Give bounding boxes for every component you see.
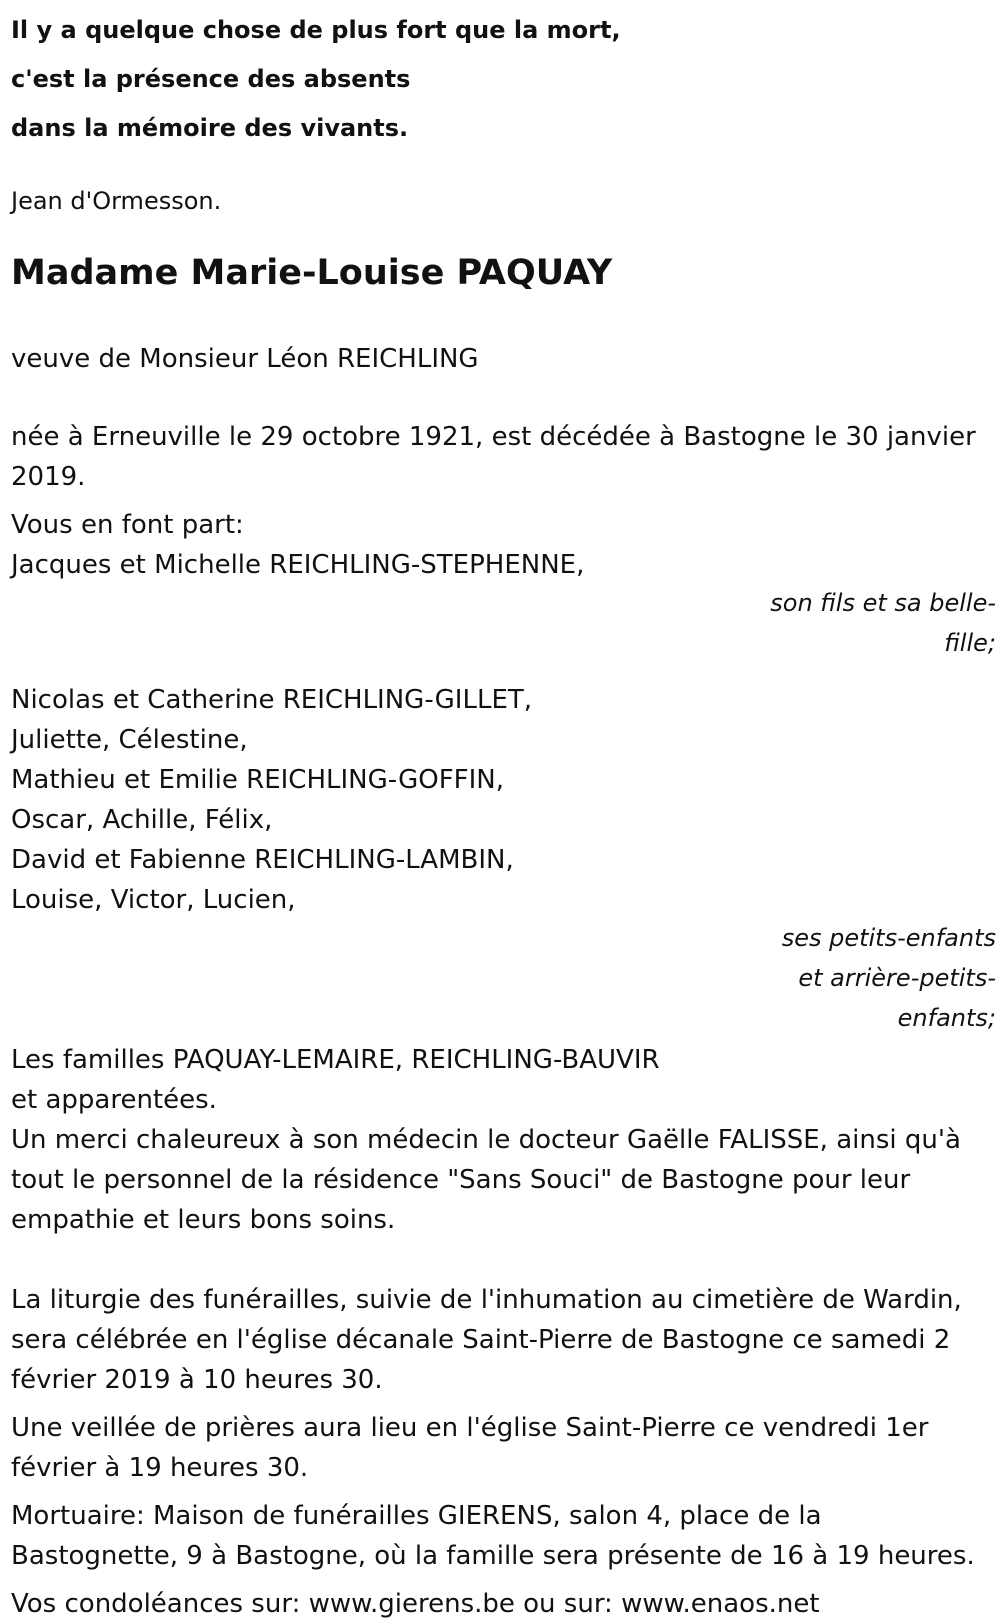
vigil-paragraph (11, 1408, 991, 1488)
mortuary-line: Bastognette, 9 à Bastogne, où la famille sera présente de 16 à 19 heures. (11, 1541, 975, 1571)
thanks-paragraph (11, 1120, 991, 1240)
obituary-page (11, 6, 996, 1624)
quote-line: Il y a quelque chose de plus fort que la mort, (11, 16, 621, 44)
grandchild-line: Louise, Victor, Lucien, (11, 885, 296, 915)
quote-line: c'est la présence des absents (11, 65, 411, 93)
families-block (11, 1040, 991, 1120)
son-relation (11, 583, 996, 663)
announcement-section (11, 505, 996, 1120)
liturgy-paragraph (11, 1280, 991, 1400)
condolences-line: Vos condoléances sur: www.gierens.be ou sur: www.enaos.net (11, 1589, 820, 1619)
grandchildren-list (11, 680, 991, 920)
liturgy-line: février 2019 à 10 heures 30. (11, 1365, 383, 1395)
liturgy-line: sera célébrée en l'église décanale Saint-Pierre de Bastogne ce samedi 2 (11, 1325, 951, 1355)
thanks-line: tout le personnel de la résidence "Sans Souci" de Bastogne pour leur (11, 1165, 911, 1195)
deceased-name: Madame Marie-Louise PAQUAY (11, 253, 613, 293)
grandchild-line: Mathieu et Emilie REICHLING-GOFFIN, (11, 765, 504, 795)
mortuary-line: Mortuaire: Maison de funérailles GIERENS, salon 4, place de la (11, 1501, 822, 1531)
grandchild-line: David et Fabienne REICHLING-LAMBIN, (11, 845, 514, 875)
relation-line: son fils et sa belle- (770, 589, 996, 617)
relation-line: et arrière-petits- (798, 964, 996, 992)
birth-death-info (11, 417, 986, 497)
vigil-line: Une veillée de prières aura lieu en l'église Saint-Pierre ce vendredi 1er (11, 1413, 929, 1443)
vigil-line: février à 19 heures 30. (11, 1453, 309, 1483)
announcement-intro: Vous en font part: (11, 510, 244, 540)
grandchild-line: Juliette, Célestine, (11, 725, 248, 755)
birth-death-line: née à Erneuville le 29 octobre 1921, est décédée à Bastogne le 30 janvier (11, 422, 976, 452)
widow-of-line: veuve de Monsieur Léon REICHLING (11, 344, 479, 374)
families-line: Les familles PAQUAY-LEMAIRE, REICHLING-BAUVIR (11, 1045, 660, 1075)
families-line: et apparentées. (11, 1085, 217, 1115)
thanks-line: Un merci chaleureux à son médecin le docteur Gaëlle FALISSE, ainsi qu'à (11, 1125, 961, 1155)
mortuary-paragraph (11, 1496, 991, 1576)
relation-line: ses petits-enfants (781, 924, 996, 952)
grandchild-line: Nicolas et Catherine REICHLING-GILLET, (11, 685, 533, 715)
relation-line: fille; (944, 629, 996, 657)
epigraph-quote (11, 6, 991, 153)
grandchildren-relation (11, 918, 996, 1038)
quote-author: Jean d'Ormesson. (11, 187, 222, 215)
grandchild-line: Oscar, Achille, Félix, (11, 805, 273, 835)
thanks-line: empathie et leurs bons soins. (11, 1205, 396, 1235)
quote-line: dans la mémoire des vivants. (11, 114, 409, 142)
liturgy-line: La liturgie des funérailles, suivie de l'inhumation au cimetière de Wardin, (11, 1285, 962, 1315)
son-names: Jacques et Michelle REICHLING-STEPHENNE, (11, 550, 585, 580)
birth-death-line: 2019. (11, 462, 86, 492)
relation-line: enfants; (897, 1004, 996, 1032)
